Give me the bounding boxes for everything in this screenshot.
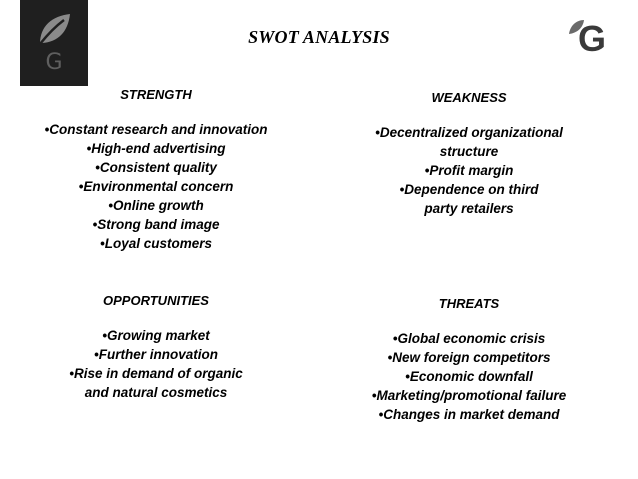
list-item: •Growing market: [102, 328, 210, 343]
list-item: •Loyal customers: [99, 236, 212, 251]
weakness-list: [344, 123, 594, 218]
list-item: •Decentralized organizational: [375, 125, 563, 140]
opportunities-section: [30, 291, 282, 402]
list-item: •Environmental concern: [78, 179, 234, 194]
list-item: party retailers: [424, 201, 514, 216]
list-item: and natural cosmetics: [84, 385, 228, 400]
list-item: •Rise in demand of organic: [69, 366, 243, 381]
list-item: •Strong band image: [92, 217, 220, 232]
weakness-heading: WEAKNESS: [431, 90, 507, 105]
list-item: •Online growth: [108, 198, 204, 213]
list-item: •Marketing/promotional failure: [371, 388, 567, 403]
strength-section: [30, 85, 282, 253]
opportunities-heading: OPPORTUNITIES: [103, 293, 209, 308]
list-item: •Changes in market demand: [378, 407, 560, 422]
logo-letter: G: [578, 18, 607, 59]
threats-list: [344, 329, 594, 424]
strength-list: [30, 120, 282, 253]
opportunities-list: [30, 326, 282, 402]
weakness-section: [344, 88, 594, 218]
brand-logo-right: [566, 18, 612, 58]
list-item: •Profit margin: [424, 163, 514, 178]
list-item: •Constant research and innovation: [44, 122, 268, 137]
page-title: SWOT ANALYSIS: [248, 27, 390, 47]
threats-section: [344, 294, 594, 424]
threats-heading: THREATS: [438, 296, 500, 311]
logo-letter: G: [45, 50, 63, 75]
list-item: •Dependence on third: [399, 182, 539, 197]
list-item: •Global economic crisis: [392, 331, 546, 346]
list-item: •New foreign competitors: [387, 350, 551, 365]
list-item: •Further innovation: [94, 347, 218, 362]
list-item: •Economic downfall: [405, 369, 533, 384]
list-item: structure: [439, 144, 499, 159]
list-item: •Consistent quality: [95, 160, 217, 175]
list-item: •High-end advertising: [86, 141, 226, 156]
strength-heading: STRENGTH: [120, 87, 192, 102]
